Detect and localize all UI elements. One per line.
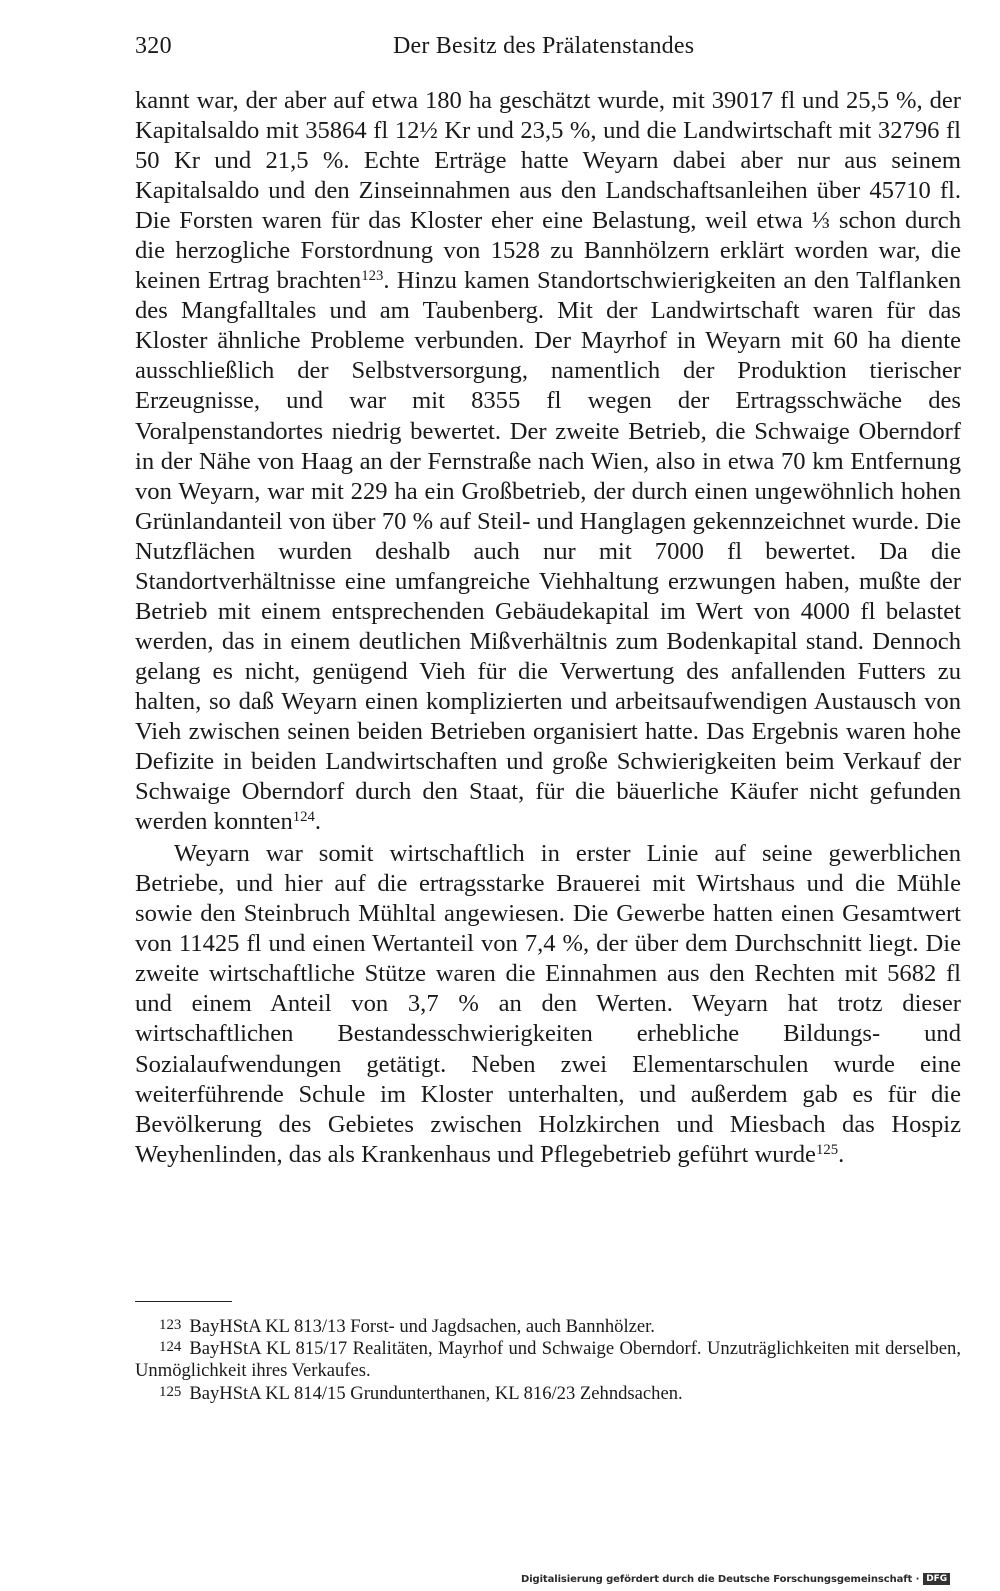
footnote-text: BayHStA KL 814/15 Grundunterthanen, KL 816/23 Zehndsachen. (189, 1382, 683, 1404)
dfg-logo-icon: DFG (923, 1573, 950, 1585)
footnote-rule (135, 1301, 232, 1302)
paragraph (135, 839, 961, 1170)
credit-text: Digitalisierung gefördert durch die Deutsche Forschungsgemeinschaft · (521, 1573, 920, 1585)
text-run: . (314, 808, 322, 836)
text-run: . (838, 1140, 845, 1168)
paragraph (135, 86, 961, 837)
running-title: Der Besitz des Prälatenstandes (393, 33, 695, 59)
footnote-number: 125 (159, 1383, 182, 1400)
footnote (135, 1316, 961, 1338)
footnote-text: BayHStA KL 815/17 Realitäten, Mayrhof und Schwaige Oberndorf. Unzuträglichkeiten mit derselben, Unmöglichkeit ihres Verkaufes. (135, 1338, 961, 1382)
main-text (135, 86, 961, 1170)
footnotes (135, 1316, 961, 1405)
footnote-marker: 124 (292, 809, 315, 826)
footnote-number: 124 (159, 1339, 182, 1356)
footnote-text: BayHStA KL 813/13 Forst- und Jagdsachen, auch Bannhölzer. (189, 1316, 655, 1337)
text-run: Weyarn war somit wirtschaftlich in erster Linie auf seine gewerblichen Betriebe, und hier auf die ertragsstarke Brauerei mit Wirtshaus und die Mühle sowie den Steinbruch Mühltal angewiesen. Die Gewerbe hatten einen Gesamtwert von 11425 fl und einen Wertanteil von 7,4 %, der über dem Durchschnitt liegt. Die zweite wirtschaftliche Stütze waren die Einnahmen aus den Rechten mit 5682 fl und einem Anteil von 3,7 % an den Werten. Weyarn hat trotz dieser wirtschaftlichen Bestandesschwierigkeiten erhebliche Bildungs- und Sozialaufwendungen getätigt. Neben zwei Elementarschulen wurde eine weiterführende Schule im Kloster unterhalten, und außerdem gab es für die Bevölkerung des Gebietes zwischen Holzkirchen und Miesbach das Hospiz Weyhenlinden, das als Krankenhaus und Pflegebetrieb geführt wurde (135, 840, 961, 1168)
text-run: . Hinzu kamen Standortschwierigkeiten an den Talflanken des Mangfalltales und am Taubenberg. Mit der Landwirtschaft waren für das Kloster ähnliche Probleme verbunden. Der Mayrhof in Weyarn mit 60 ha diente ausschließlich der Selbstversorgung, namentlich der Produktion tierischer Erzeugnisse, und war mit 8355 fl wegen der Ertragsschwäche des Voralpenstandortes niedrig bewertet. Der zweite Betrieb, die Schwaige Oberndorf in der Nähe von Haag an der Fernstraße nach Wien, also in etwa 70 km Entfernung von Weyarn, war mit 229 ha ein Großbetrieb, der durch einen ungewöhnlich hohen Grünlandanteil von über 70 % auf Steil- und Hanglagen gekennzeichnet wurde. Die Nutzflächen wurden deshalb auch nur mit 7000 fl bewertet. Da die Standortverhältnisse eine umfangreiche Viehhaltung erzwungen haben, mußte der Betrieb mit einem entsprechenden Gebäudekapital im Wert von 4000 fl belastet werden, das in einem deutlichen Mißverhältnis zum Bodenkapital stand. Dennoch gelang es nicht, genügend Vieh für die Verwertung des anfallenden Futters zu halten, so daß Weyarn einen komplizierten und arbeitsaufwendigen Austausch von Vieh zwischen seinen beiden Betrieben organisiert hatte. Das Ergebnis waren hohe Defizite in beiden Landwirtschaften und große Schwierigkeiten beim Verkauf der Schwaige Oberndorf durch den Staat, für die bäuerliche Käufer nicht gefunden werden konnten (135, 267, 961, 836)
digitization-credit (521, 1573, 950, 1585)
footnote (135, 1338, 961, 1382)
footnote-marker: 123 (361, 268, 384, 285)
text-run: kannt war, der aber auf etwa 180 ha geschätzt wurde, mit 39017 fl und 25,5 %, der Kapitalsaldo mit 35864 fl 12½ Kr und 23,5 %, und die Landwirtschaft mit 32796 fl 50 Kr und 21,5 %. Echte Erträge hatte Weyarn dabei aber nur aus seinem Kapitalsaldo und den Zinseinnahmen aus den Landschaftsanleihen über 45710 fl. Die Forsten waren für das Kloster eher eine Belastung, weil etwa ⅓ schon durch die herzogliche Forstordnung von 1528 zu Bannhölzern erklärt worden war, die keinen Ertrag brachten (135, 87, 961, 295)
footnote-number: 123 (159, 1317, 182, 1334)
page-number: 320 (135, 33, 172, 59)
footnote (135, 1383, 961, 1405)
footnote-marker: 125 (815, 1141, 839, 1158)
